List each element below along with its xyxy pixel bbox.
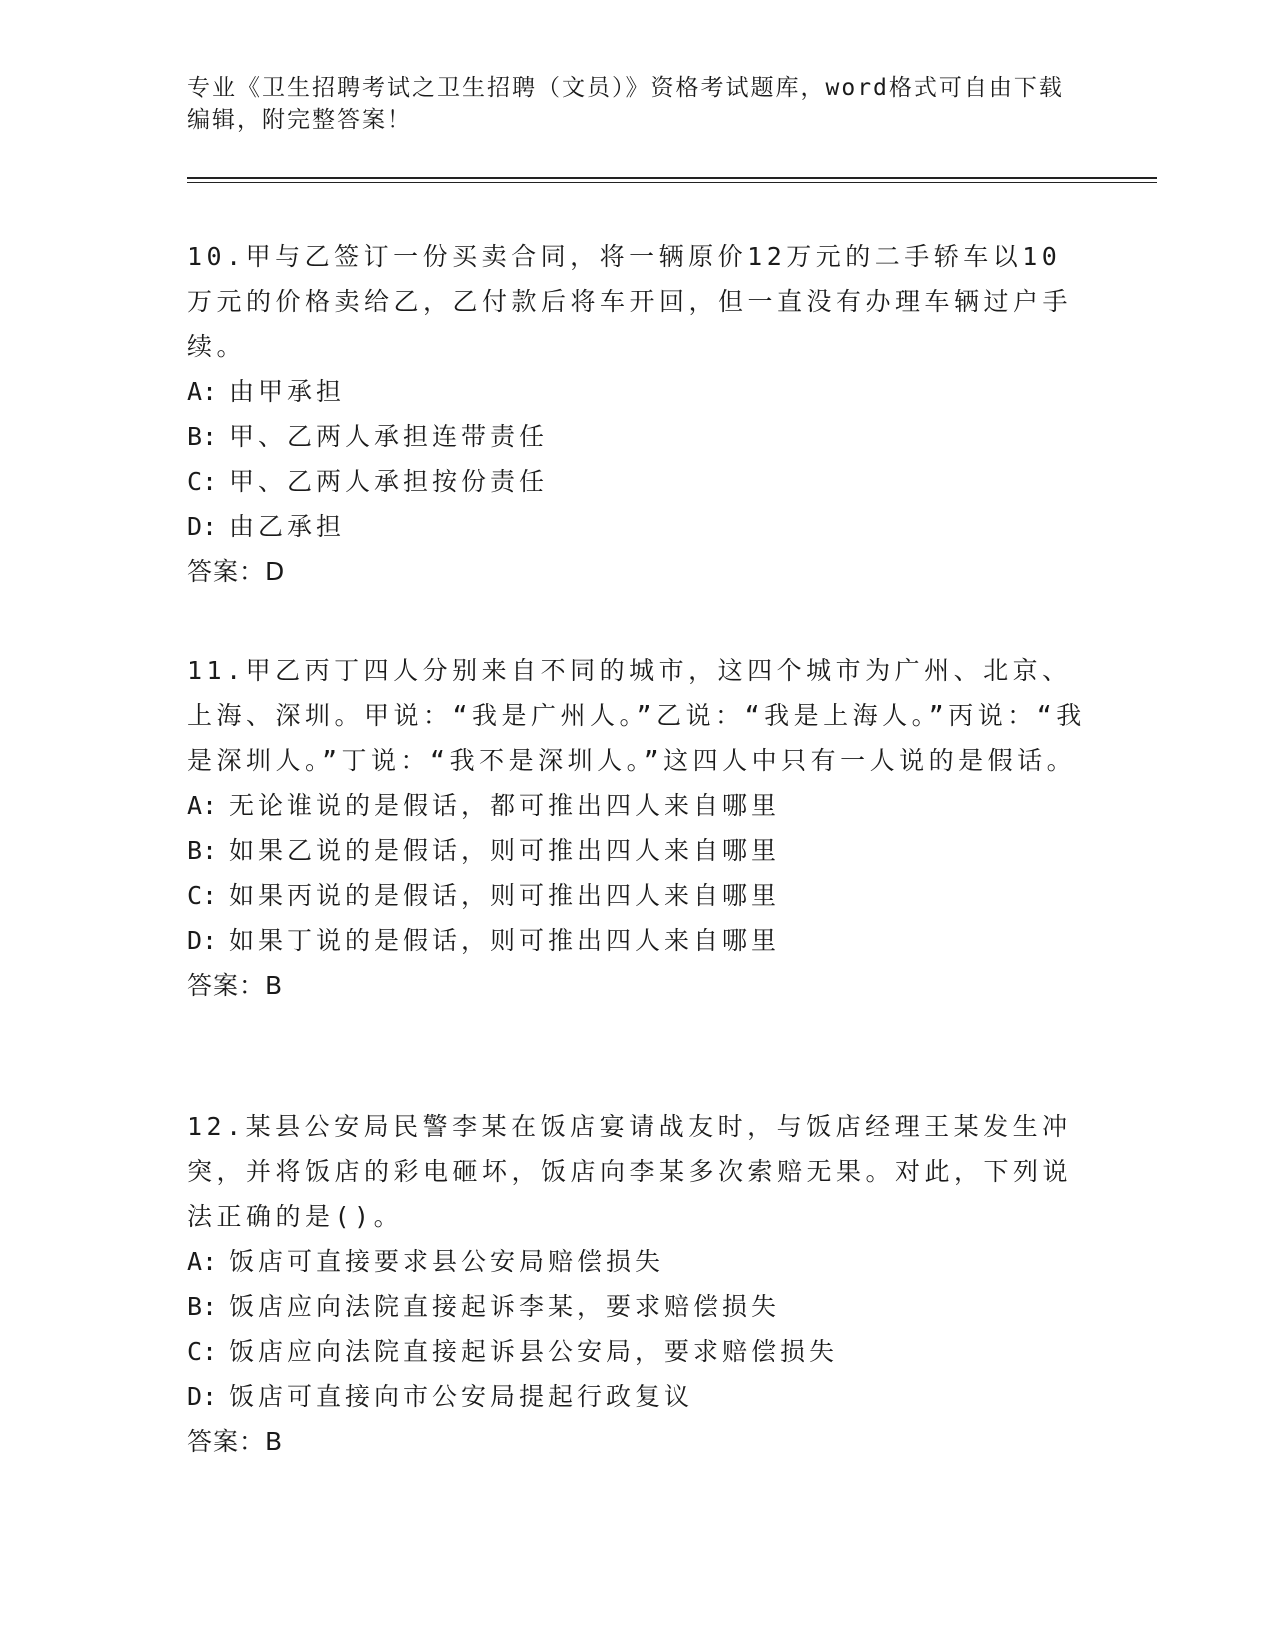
option-b <box>187 1284 1087 1329</box>
option-text: 如果乙说的是假话，则可推出四人来自哪里 <box>229 836 781 865</box>
option-a <box>187 369 1087 414</box>
option-b <box>187 414 1087 459</box>
question-12 <box>187 1104 1087 1464</box>
answer: 答案：B <box>187 1427 284 1456</box>
option-c <box>187 873 1087 918</box>
option-text: 无论谁说的是假话，都可推出四人来自哪里 <box>229 791 781 820</box>
option-text: 由乙承担 <box>229 512 346 541</box>
answer: 答案：D <box>187 557 286 586</box>
option-a <box>187 783 1087 828</box>
option-letter: D: <box>187 926 218 955</box>
option-c <box>187 1329 1087 1374</box>
option-text: 甲、乙两人承担按份责任 <box>229 467 549 496</box>
option-letter: D: <box>187 1382 218 1411</box>
option-text: 如果丁说的是假话，则可推出四人来自哪里 <box>229 926 781 955</box>
option-c <box>187 459 1087 504</box>
option-b <box>187 828 1087 873</box>
question-11 <box>187 648 1087 1008</box>
question-stem: 11.甲乙丙丁四人分别来自不同的城市，这四个城市为广州、北京、上海、深圳。甲说：“我是广州人。”乙说：“我是上海人。”丙说：“我是深圳人。”丁说：“我不是深圳人。”这四人中只有一人说的是假话。 <box>187 656 1086 775</box>
option-letter: B: <box>187 836 218 865</box>
option-text: 饭店可直接要求县公安局赔偿损失 <box>229 1247 665 1276</box>
option-letter: A: <box>187 1247 218 1276</box>
option-letter: A: <box>187 791 218 820</box>
option-a <box>187 1239 1087 1284</box>
option-text: 饭店应向法院直接起诉李某，要求赔偿损失 <box>229 1292 781 1321</box>
header-divider-thick <box>187 177 1157 179</box>
header-divider-thin <box>187 182 1157 183</box>
document-header <box>187 72 1087 136</box>
question-stem: 10.甲与乙签订一份买卖合同，将一辆原价12万元的二手轿车以10万元的价格卖给乙，乙付款后将车开回，但一直没有办理车辆过户手续。 <box>187 242 1073 361</box>
question-stem: 12.某县公安局民警李某在饭店宴请战友时，与饭店经理王某发生冲突，并将饭店的彩电砸坏，饭店向李某多次索赔无果。对此，下列说法正确的是()。 <box>187 1112 1073 1231</box>
question-10 <box>187 234 1087 594</box>
option-letter: D: <box>187 512 218 541</box>
option-text: 甲、乙两人承担连带责任 <box>229 422 549 451</box>
option-letter: B: <box>187 1292 218 1321</box>
header-line-2: 编辑，附完整答案！ <box>187 107 412 133</box>
answer: 答案：B <box>187 971 284 1000</box>
option-letter: C: <box>187 467 218 496</box>
option-letter: C: <box>187 1337 218 1366</box>
option-letter: A: <box>187 377 218 406</box>
option-d <box>187 504 1087 549</box>
option-d <box>187 1374 1087 1419</box>
option-d <box>187 918 1087 963</box>
option-text: 如果丙说的是假话，则可推出四人来自哪里 <box>229 881 781 910</box>
option-letter: C: <box>187 881 218 910</box>
option-text: 由甲承担 <box>229 377 346 406</box>
option-letter: B: <box>187 422 218 451</box>
option-text: 饭店应向法院直接起诉县公安局，要求赔偿损失 <box>229 1337 839 1366</box>
header-line-1: 专业《卫生招聘考试之卫生招聘（文员）》资格考试题库，word格式可自由下载 <box>187 75 1064 101</box>
option-text: 饭店可直接向市公安局提起行政复议 <box>229 1382 694 1411</box>
